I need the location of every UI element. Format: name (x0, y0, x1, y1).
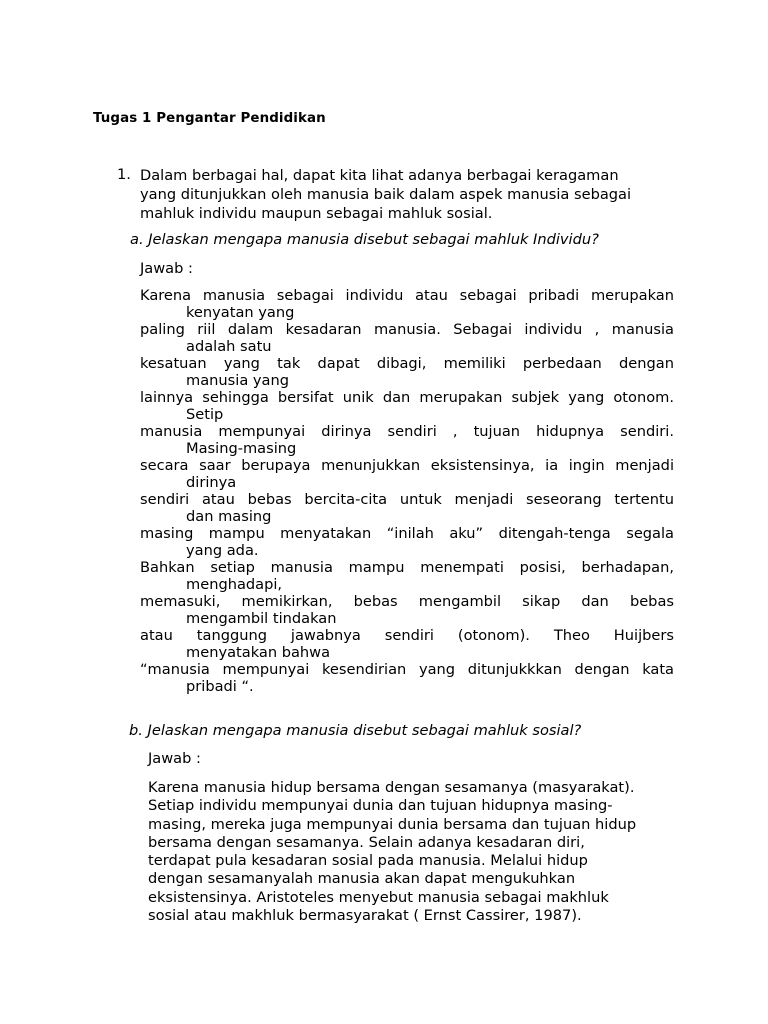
answer-a-line-cont: dirinya (186, 474, 237, 491)
jawab-label-a: Jawab : (140, 260, 193, 277)
sub-question-b: b. Jelaskan mengapa manusia disebut sebagai mahluk sosial? (129, 722, 582, 739)
answer-a-line-cont: kenyatan yang (186, 304, 295, 321)
answer-a-line-cont: adalah satu (186, 338, 272, 355)
document-title: Tugas 1 Pengantar Pendidikan (93, 111, 326, 126)
answer-a-line: masing mampu menyatakan “inilah aku” ditengah-tenga segala (140, 525, 674, 542)
answer-a-line-cont: menyatakan bahwa (186, 644, 331, 661)
answer-a-line: paling riil dalam kesadaran manusia. Sebagai individu , manusia (140, 321, 674, 338)
answer-a-line: memasuki, memikirkan, bebas mengambil sikap dan bebas (140, 593, 674, 610)
answer-a-line-cont: menghadapi, (186, 576, 283, 593)
sub-question-a: a. Jelaskan mengapa manusia disebut sebagai mahluk Individu? (130, 231, 599, 248)
answer-a-line: atau tanggung jawabnya sendiri (otonom). Theo Huijbers (140, 627, 674, 644)
answer-a-line: Bahkan setiap manusia mampu menempati posisi, berhadapan, (140, 559, 674, 576)
answer-a-line: “manusia mempunyai kesendirian yang ditunjukkkan dengan kata (140, 661, 674, 678)
answer-a-line-cont: Setip (186, 406, 224, 423)
question-1-text: Dalam berbagai hal, dapat kita lihat adanya berbagai keragaman yang ditunjukkan oleh manusia baik dalam aspek manusia sebagai mahluk individu maupun sebagai mahluk sosial. (140, 167, 632, 222)
answer-a-line: sendiri atau bebas bercita-cita untuk menjadi seseorang tertentu (140, 491, 674, 508)
answer-a-line-cont: yang ada. (186, 542, 259, 559)
answer-a-line-cont: mengambil tindakan (186, 610, 337, 627)
answer-a-line: lainnya sehingga bersifat unik dan merupakan subjek yang otonom. (140, 389, 674, 406)
answer-a-line-cont: manusia yang (186, 372, 289, 389)
question-1-number: 1. (117, 166, 131, 183)
answer-a-line-cont: Masing-masing (186, 440, 297, 457)
answer-a-line: manusia mempunyai dirinya sendiri , tujuan hidupnya sendiri. (140, 423, 674, 440)
answer-b: Karena manusia hidup bersama dengan sesamanya (masyarakat). Setiap individu mempunyai dunia dan tujuan hidupnya masing- masing, mereka juga mempunyai dunia bersama dan tujuan hidup bersama dengan sesamanya. Selain adanya kesadaran diri, terdapat pula kesadaran sosial pada manusia. Melalui hidup dengan sesamanyalah manusia akan dapat mengukuhkan eksistensinya. Aristoteles menyebut manusia sebagai makhluk sosial atau makhluk bermasyarakat ( Ernst Cassirer, 1987). (148, 779, 637, 925)
jawab-label-b: Jawab : (148, 750, 201, 767)
answer-a-line-cont: pribadi “. (186, 678, 254, 695)
answer-a-line: Karena manusia sebagai individu atau sebagai pribadi merupakan (140, 287, 674, 304)
answer-a (140, 288, 674, 696)
answer-a-line-cont: dan masing (186, 508, 272, 525)
answer-a-line: kesatuan yang tak dapat dibagi, memiliki perbedaan dengan (140, 355, 674, 372)
answer-a-line: secara saar berupaya menunjukkan eksistensinya, ia ingin menjadi (140, 457, 674, 474)
